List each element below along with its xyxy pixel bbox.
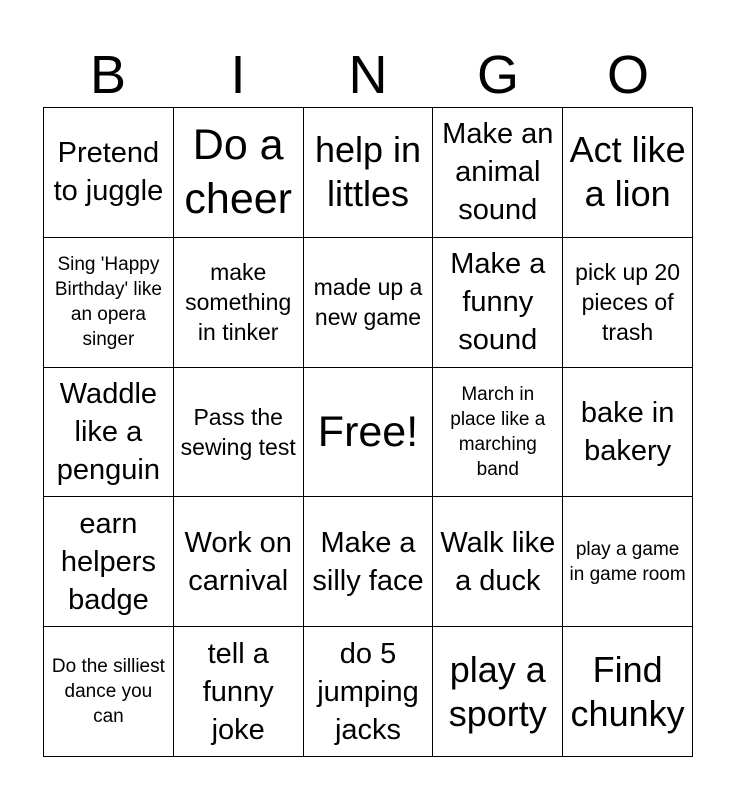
bingo-cell[interactable]: Pass the sewing test [174,368,304,498]
bingo-cell[interactable]: Do a cheer [174,108,304,238]
bingo-cell[interactable]: Make a silly face [304,497,434,627]
bingo-cell[interactable]: March in place like a marching band [433,368,563,498]
bingo-cell[interactable]: Sing 'Happy Birthday' like an opera singer [44,238,174,368]
bingo-card [43,107,693,757]
header-letter-n: N [348,45,388,105]
bingo-cell[interactable]: made up a new game [304,238,434,368]
bingo-cell[interactable]: bake in bakery [563,368,693,498]
bingo-cell[interactable]: do 5 jumping jacks [304,627,434,757]
bingo-header [43,44,693,106]
bingo-cell[interactable]: Make an animal sound [433,108,563,238]
free-space-cell[interactable]: Free! [304,368,434,498]
bingo-cell[interactable]: pick up 20 pieces of trash [563,238,693,368]
header-letter-i: I [230,45,246,105]
bingo-cell[interactable]: Pretend to juggle [44,108,174,238]
bingo-cell[interactable]: play a game in game room [563,497,693,627]
bingo-cell[interactable]: Walk like a duck [433,497,563,627]
bingo-cell[interactable]: Work on carnival [174,497,304,627]
bingo-cell[interactable]: Do the silliest dance you can [44,627,174,757]
header-letter-b: B [89,45,127,105]
bingo-cell[interactable]: Waddle like a penguin [44,368,174,498]
bingo-cell[interactable]: make something in tinker [174,238,304,368]
bingo-cell[interactable]: Find chunky [563,627,693,757]
header-letter-o: O [606,45,649,105]
bingo-cell[interactable]: tell a funny joke [174,627,304,757]
header-letter-g: G [476,45,519,105]
bingo-cell[interactable]: earn helpers badge [44,497,174,627]
bingo-cell[interactable]: Act like a lion [563,108,693,238]
bingo-cell[interactable]: help in littles [304,108,434,238]
bingo-cell[interactable]: Make a funny sound [433,238,563,368]
bingo-cell[interactable]: play a sporty [433,627,563,757]
